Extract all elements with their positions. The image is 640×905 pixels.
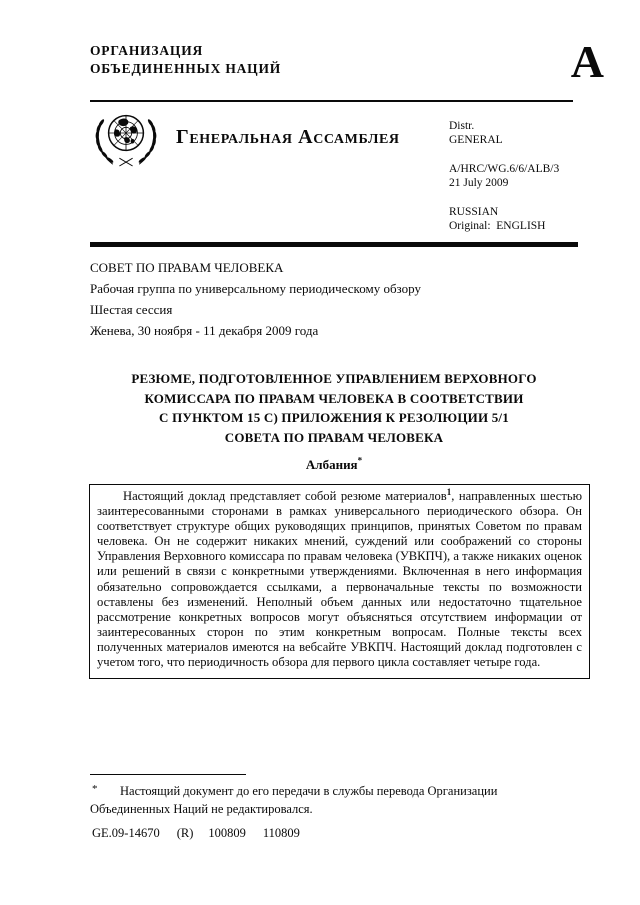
- header-rule: [90, 100, 573, 102]
- distr-label: Distr.: [449, 120, 475, 132]
- distr-value: GENERAL: [449, 134, 503, 146]
- document-title-line1: РЕЗЮМЕ, ПОДГОТОВЛЕННОЕ УПРАВЛЕНИЕМ ВЕРХОВНОГО: [131, 371, 537, 386]
- session-number: Шестая сессия: [90, 302, 173, 317]
- summary-box: [89, 484, 590, 679]
- footnote-text: Настоящий документ до его передачи в службы перевода Организации Объединенных Наций не редактировался.: [90, 784, 498, 816]
- footnote-rule: [90, 774, 246, 775]
- summary-paragraph: [97, 486, 582, 670]
- symbol-group: [449, 162, 559, 190]
- un-org-name-line2: ОБЪЕДИНЕННЫХ НАЦИЙ: [90, 61, 282, 76]
- footer-language-code: (R): [176, 826, 194, 840]
- un-org-name-line1: ОРГАНИЗАЦИЯ: [90, 43, 204, 58]
- document-date: 21 July 2009: [449, 177, 509, 189]
- masthead-rule: [90, 242, 578, 247]
- summary-text-before-ref: Настоящий доклад представляет собой резюме материалов: [123, 489, 447, 503]
- document-language: RUSSIAN: [449, 206, 499, 218]
- document-title-line3: С ПУНКТОМ 15 С) ПРИЛОЖЕНИЯ К РЕЗОЛЮЦИИ 5/1: [159, 410, 509, 425]
- distribution-block: [449, 119, 559, 248]
- footnote: [90, 782, 540, 818]
- original-language-line: [449, 219, 559, 233]
- assembly-title: Генеральная Ассамблея: [176, 126, 400, 148]
- document-series-letter: A: [570, 36, 604, 87]
- footer-code-2: 110809: [262, 826, 300, 840]
- venue-dates: Женева, 30 ноября - 11 декабря 2009 года: [90, 323, 319, 338]
- working-group: Рабочая группа по универсальному периодическому обзору: [90, 281, 421, 296]
- distr-group: [449, 119, 559, 147]
- footnote-ref-1: 1: [446, 486, 452, 497]
- footnote-marker: *: [92, 783, 98, 795]
- un-org-name: [90, 42, 281, 78]
- language-group: [449, 205, 559, 233]
- document-title-line4: СОВЕТА ПО ПРАВАМ ЧЕЛОВЕКА: [224, 429, 444, 445]
- footer-ge-number: GE.09-14670: [92, 826, 160, 840]
- document-title-line2: КОМИССАРА ПО ПРАВАМ ЧЕЛОВЕКА В СООТВЕТСТВИИ: [144, 390, 524, 406]
- session-block: [90, 257, 578, 341]
- document-title: [90, 369, 578, 447]
- original-value: ENGLISH: [496, 220, 546, 232]
- country-heading: [90, 457, 578, 473]
- un-emblem-icon: [93, 110, 159, 168]
- country-name: Албания: [305, 457, 358, 472]
- document-footer: [92, 826, 300, 841]
- summary-text-after-ref: , направленных шестью заинтересованными сторонами в рамках универсального периодического обзора. Он соответствует структуре общих руководящих принципов, принятых Советом по правам человека. Он не содержит никаких мнений, суждений или соображений со стороны Управления Верховного комиссара по правам человека (УВКПЧ), а также никаких оценок или решений в связи с конкретными утверждениями. Включенная в него информация обязательно сопровождается ссылками, а первоначальные тексты по возможности оставлены без изменений. Неполный объем данных или недостаточно тщательное рассмотрение конкретных вопросов могут объясняться отсутствием информации от заинтересованных сторон по этим конкретным вопросам. Полные тексты всех полученных материалов имеются на вебсайте УВКПЧ. Настоящий доклад подготовлен с учетом того, что периодичность обзора для первого цикла составляет четыре года.: [97, 489, 582, 670]
- body-name: СОВЕТ ПО ПРАВАМ ЧЕЛОВЕКА: [90, 260, 284, 275]
- footer-code-1: 100809: [208, 826, 246, 840]
- original-label: Original:: [449, 220, 491, 232]
- country-footnote-marker: *: [357, 455, 363, 466]
- document-symbol: A/HRC/WG.6/6/ALB/3: [449, 163, 560, 175]
